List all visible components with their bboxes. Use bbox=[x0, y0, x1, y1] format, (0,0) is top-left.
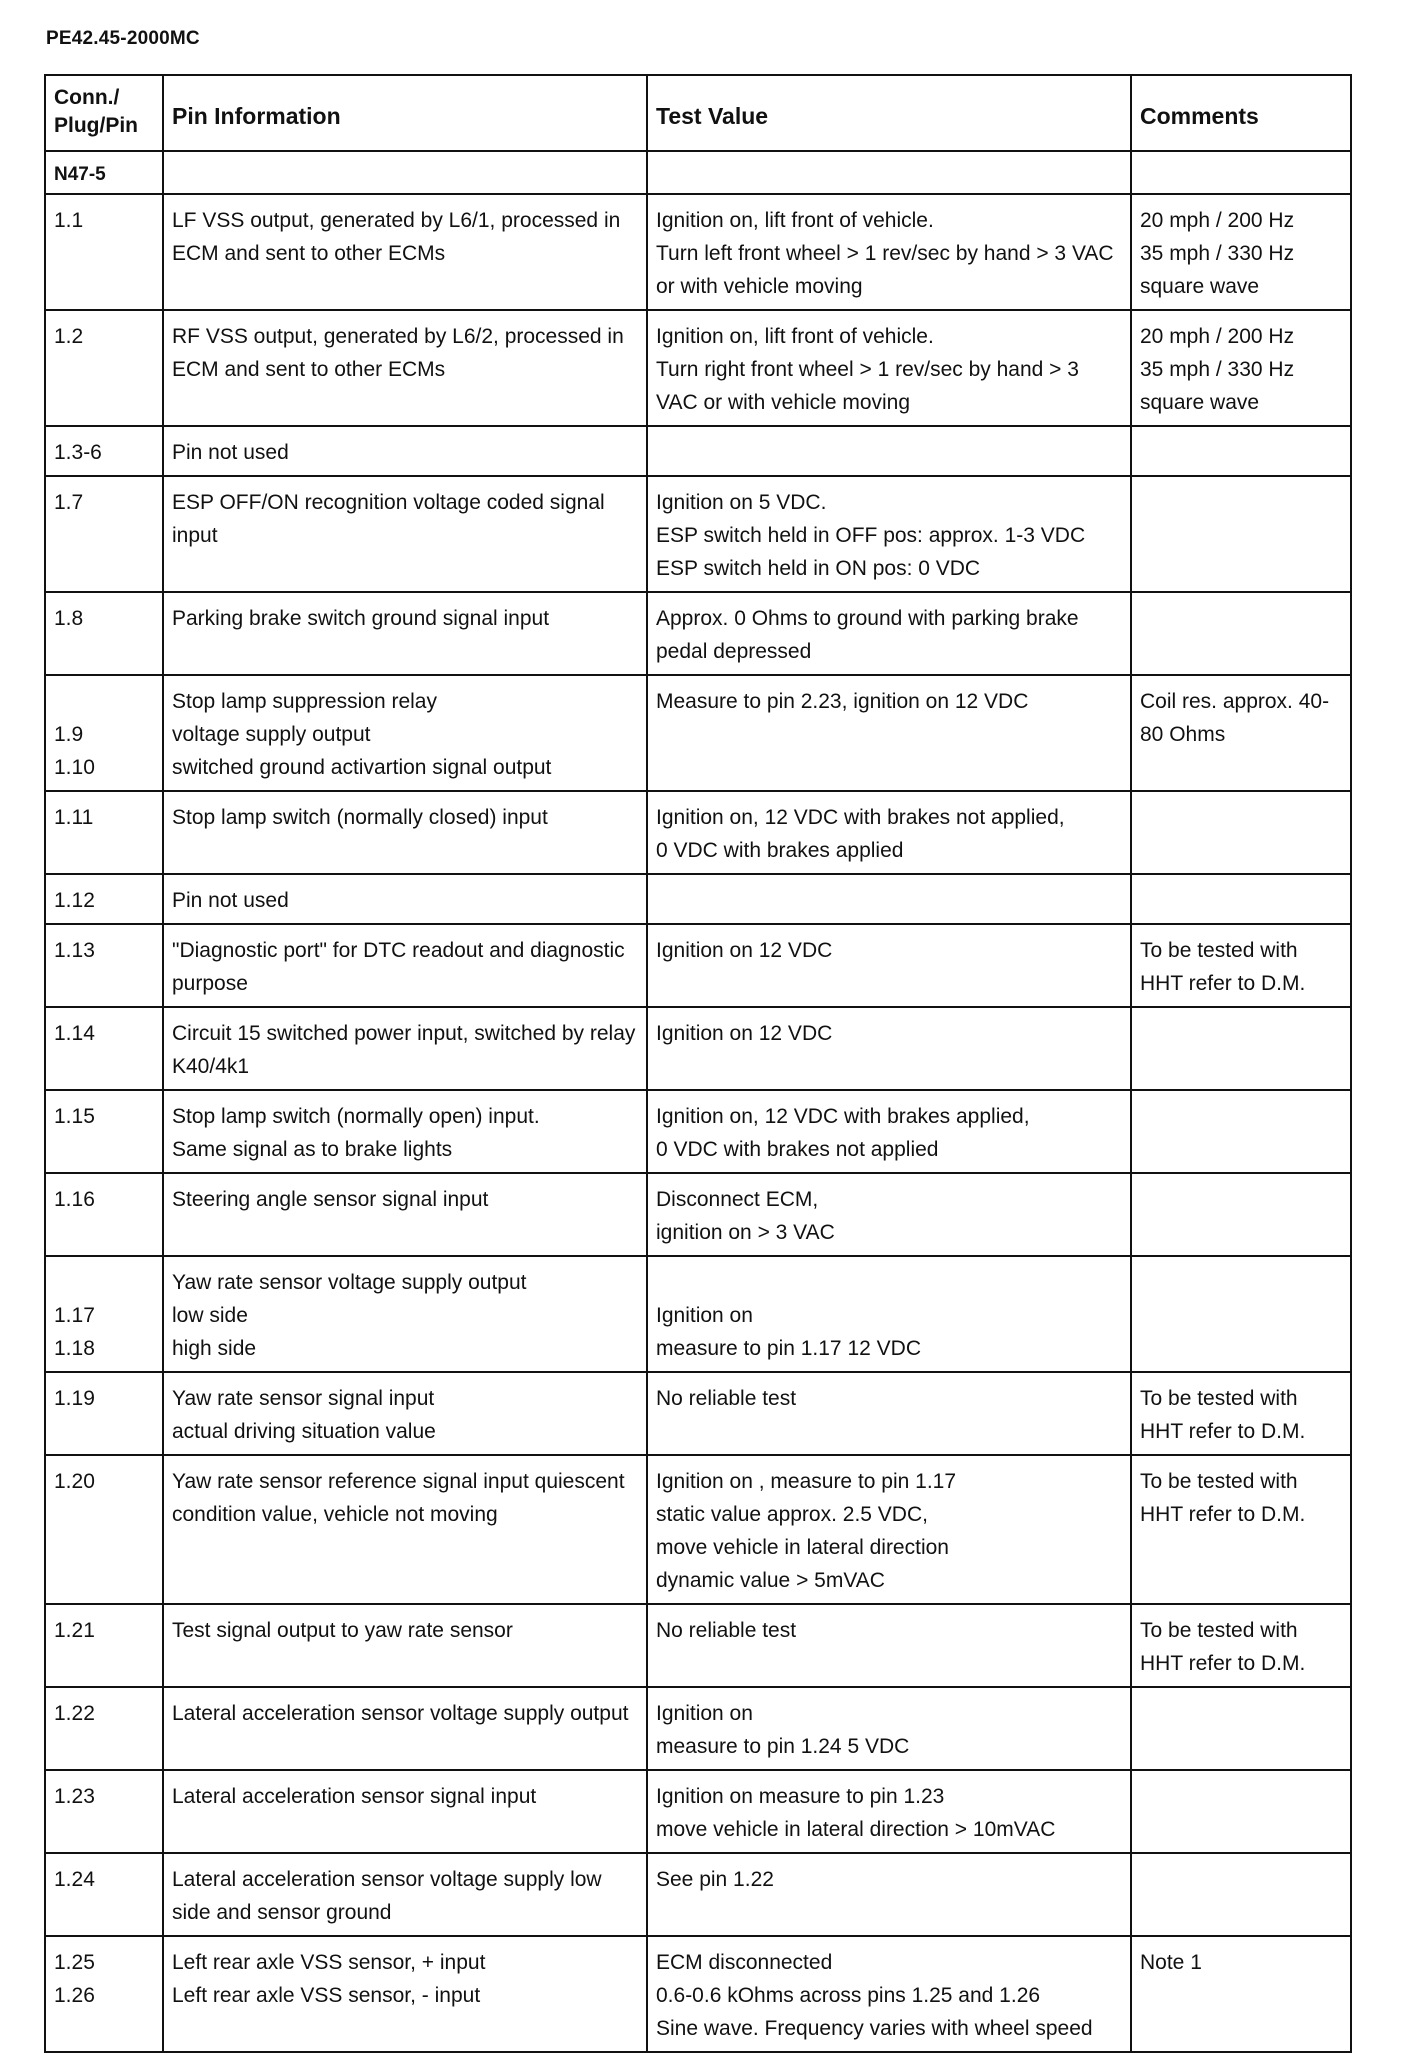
pin-number-cell: 1.12 bbox=[45, 874, 163, 924]
test-value-cell: Ignition on, lift front of vehicle. Turn right front wheel > 1 rev/sec by hand > 3 VAC or with vehicle moving bbox=[647, 310, 1131, 426]
table-row bbox=[45, 194, 1351, 310]
table-row bbox=[45, 1090, 1351, 1173]
pin-information-cell: Test signal output to yaw rate sensor bbox=[163, 1604, 647, 1687]
pin-number-cell: 1.23 bbox=[45, 1770, 163, 1853]
header-pin-information: Pin Information bbox=[163, 75, 647, 151]
pin-information-cell: LF VSS output, generated by L6/1, processed in ECM and sent to other ECMs bbox=[163, 194, 647, 310]
test-value-cell: Ignition on measure to pin 1.24 5 VDC bbox=[647, 1687, 1131, 1770]
pin-information-cell: Yaw rate sensor reference signal input quiescent condition value, vehicle not moving bbox=[163, 1455, 647, 1604]
pin-number-cell: 1.11 bbox=[45, 791, 163, 874]
empty-cell bbox=[647, 151, 1131, 194]
pin-number-cell: 1.25 1.26 bbox=[45, 1936, 163, 2052]
pin-number-cell: 1.3-6 bbox=[45, 426, 163, 476]
test-value-cell: ECM disconnected 0.6-0.6 kOhms across pins 1.25 and 1.26 Sine wave. Frequency varies with wheel speed bbox=[647, 1936, 1131, 2052]
pin-information-cell: Stop lamp switch (normally closed) input bbox=[163, 791, 647, 874]
header-conn-plug-pin: Conn./ Plug/Pin bbox=[45, 75, 163, 151]
pin-information-cell: Stop lamp suppression relay voltage supply output switched ground activartion signal output bbox=[163, 675, 647, 791]
table-row bbox=[45, 310, 1351, 426]
pin-information-cell: Circuit 15 switched power input, switched by relay K40/4k1 bbox=[163, 1007, 647, 1090]
pin-number-cell: 1.13 bbox=[45, 924, 163, 1007]
comments-cell: To be tested with HHT refer to D.M. bbox=[1131, 924, 1351, 1007]
pin-information-cell: ESP OFF/ON recognition voltage coded signal input bbox=[163, 476, 647, 592]
test-value-cell: Disconnect ECM, ignition on > 3 VAC bbox=[647, 1173, 1131, 1256]
test-value-cell: No reliable test bbox=[647, 1604, 1131, 1687]
test-value-cell: Ignition on measure to pin 1.17 12 VDC bbox=[647, 1256, 1131, 1372]
table-row bbox=[45, 1687, 1351, 1770]
pin-number-cell: 1.1 bbox=[45, 194, 163, 310]
test-value-cell: Ignition on 5 VDC. ESP switch held in OFF pos: approx. 1-3 VDC ESP switch held in ON pos: 0 VDC bbox=[647, 476, 1131, 592]
comments-cell bbox=[1131, 1853, 1351, 1936]
pin-number-cell: 1.2 bbox=[45, 310, 163, 426]
table-row bbox=[45, 1173, 1351, 1256]
table-row bbox=[45, 476, 1351, 592]
table-row bbox=[45, 924, 1351, 1007]
test-value-cell: No reliable test bbox=[647, 1372, 1131, 1455]
comments-cell: Note 1 bbox=[1131, 1936, 1351, 2052]
test-value-cell: Ignition on measure to pin 1.23 move vehicle in lateral direction > 10mVAC bbox=[647, 1770, 1131, 1853]
test-value-cell: Ignition on, 12 VDC with brakes applied, 0 VDC with brakes not applied bbox=[647, 1090, 1131, 1173]
table-row bbox=[45, 1455, 1351, 1604]
connector-row bbox=[45, 151, 1351, 194]
pin-information-cell: Lateral acceleration sensor voltage supply low side and sensor ground bbox=[163, 1853, 647, 1936]
pin-information-cell: Lateral acceleration sensor voltage supply output bbox=[163, 1687, 647, 1770]
table-row bbox=[45, 592, 1351, 675]
pin-information-table bbox=[44, 74, 1352, 2053]
pin-number-cell: 1.22 bbox=[45, 1687, 163, 1770]
test-value-cell: Ignition on , measure to pin 1.17 static value approx. 2.5 VDC, move vehicle in lateral direction dynamic value > 5mVAC bbox=[647, 1455, 1131, 1604]
pin-information-cell: Pin not used bbox=[163, 874, 647, 924]
comments-cell bbox=[1131, 791, 1351, 874]
comments-cell bbox=[1131, 476, 1351, 592]
pin-number-cell: 1.19 bbox=[45, 1372, 163, 1455]
pin-information-cell: "Diagnostic port" for DTC readout and diagnostic purpose bbox=[163, 924, 647, 1007]
comments-cell bbox=[1131, 1687, 1351, 1770]
test-value-cell bbox=[647, 874, 1131, 924]
table-header-row bbox=[45, 75, 1351, 151]
table-row bbox=[45, 1007, 1351, 1090]
comments-cell bbox=[1131, 1770, 1351, 1853]
comments-cell: Coil res. approx. 40-80 Ohms bbox=[1131, 675, 1351, 791]
pin-information-cell: Lateral acceleration sensor signal input bbox=[163, 1770, 647, 1853]
pin-number-cell: 1.20 bbox=[45, 1455, 163, 1604]
pin-information-cell: Yaw rate sensor signal input actual driving situation value bbox=[163, 1372, 647, 1455]
comments-cell bbox=[1131, 426, 1351, 476]
pin-number-cell: 1.9 1.10 bbox=[45, 675, 163, 791]
comments-cell bbox=[1131, 592, 1351, 675]
test-value-cell: Approx. 0 Ohms to ground with parking brake pedal depressed bbox=[647, 592, 1131, 675]
test-value-cell bbox=[647, 426, 1131, 476]
table-row bbox=[45, 1936, 1351, 2052]
test-value-cell: Measure to pin 2.23, ignition on 12 VDC bbox=[647, 675, 1131, 791]
connector-id: N47-5 bbox=[45, 151, 163, 194]
pin-information-cell: Left rear axle VSS sensor, + input Left rear axle VSS sensor, - input bbox=[163, 1936, 647, 2052]
table-row bbox=[45, 874, 1351, 924]
table-row bbox=[45, 791, 1351, 874]
comments-cell bbox=[1131, 1173, 1351, 1256]
pin-number-cell: 1.8 bbox=[45, 592, 163, 675]
pin-information-cell: Yaw rate sensor voltage supply output low side high side bbox=[163, 1256, 647, 1372]
table-row bbox=[45, 675, 1351, 791]
test-value-cell: Ignition on 12 VDC bbox=[647, 1007, 1131, 1090]
comments-cell: 20 mph / 200 Hz 35 mph / 330 Hz square wave bbox=[1131, 194, 1351, 310]
table-row bbox=[45, 1604, 1351, 1687]
test-value-cell: Ignition on 12 VDC bbox=[647, 924, 1131, 1007]
pin-number-cell: 1.7 bbox=[45, 476, 163, 592]
document-id: PE42.45-2000MC bbox=[46, 28, 200, 49]
comments-cell bbox=[1131, 1256, 1351, 1372]
pin-number-cell: 1.16 bbox=[45, 1173, 163, 1256]
pin-number-cell: 1.17 1.18 bbox=[45, 1256, 163, 1372]
empty-cell bbox=[163, 151, 647, 194]
pin-information-cell: RF VSS output, generated by L6/2, processed in ECM and sent to other ECMs bbox=[163, 310, 647, 426]
table-row bbox=[45, 1372, 1351, 1455]
table-row bbox=[45, 426, 1351, 476]
comments-cell bbox=[1131, 874, 1351, 924]
table-row bbox=[45, 1853, 1351, 1936]
pin-number-cell: 1.21 bbox=[45, 1604, 163, 1687]
comments-cell bbox=[1131, 1007, 1351, 1090]
pin-information-cell: Parking brake switch ground signal input bbox=[163, 592, 647, 675]
comments-cell: 20 mph / 200 Hz 35 mph / 330 Hz square wave bbox=[1131, 310, 1351, 426]
pin-number-cell: 1.15 bbox=[45, 1090, 163, 1173]
test-value-cell: See pin 1.22 bbox=[647, 1853, 1131, 1936]
pin-information-cell: Stop lamp switch (normally open) input. Same signal as to brake lights bbox=[163, 1090, 647, 1173]
table-row bbox=[45, 1256, 1351, 1372]
comments-cell: To be tested with HHT refer to D.M. bbox=[1131, 1455, 1351, 1604]
comments-cell: To be tested with HHT refer to D.M. bbox=[1131, 1604, 1351, 1687]
comments-cell: To be tested with HHT refer to D.M. bbox=[1131, 1372, 1351, 1455]
pin-number-cell: 1.14 bbox=[45, 1007, 163, 1090]
header-comments: Comments bbox=[1131, 75, 1351, 151]
test-value-cell: Ignition on, lift front of vehicle. Turn left front wheel > 1 rev/sec by hand > 3 VAC or with vehicle moving bbox=[647, 194, 1131, 310]
table-row bbox=[45, 1770, 1351, 1853]
empty-cell bbox=[1131, 151, 1351, 194]
header-test-value: Test Value bbox=[647, 75, 1131, 151]
pin-number-cell: 1.24 bbox=[45, 1853, 163, 1936]
pin-information-cell: Pin not used bbox=[163, 426, 647, 476]
test-value-cell: Ignition on, 12 VDC with brakes not applied, 0 VDC with brakes applied bbox=[647, 791, 1131, 874]
pin-information-cell: Steering angle sensor signal input bbox=[163, 1173, 647, 1256]
comments-cell bbox=[1131, 1090, 1351, 1173]
